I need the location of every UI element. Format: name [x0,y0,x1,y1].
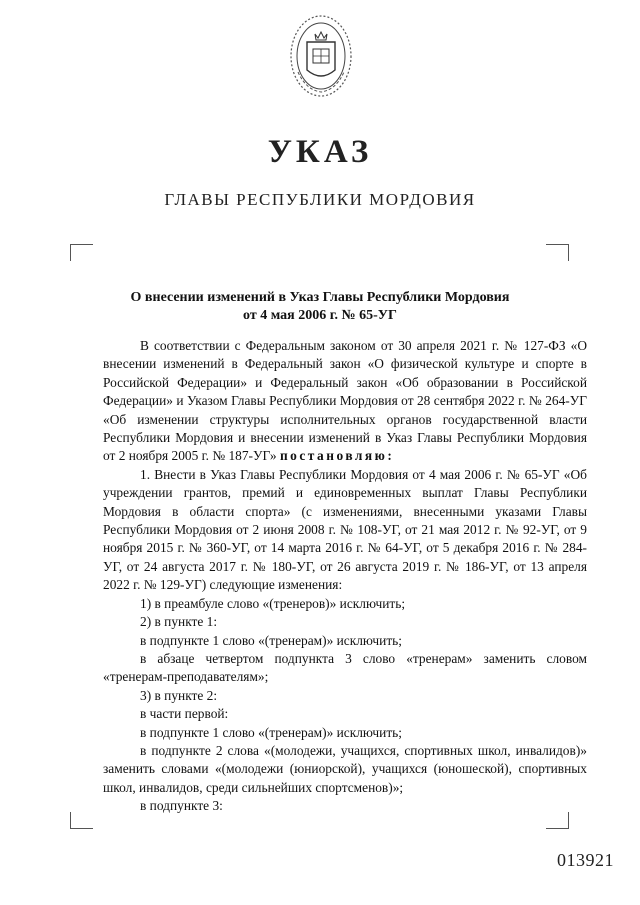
document-serial-number: 013921 [557,850,614,870]
emblem-seal [286,12,356,100]
corner-mark-bottom-left [70,812,93,829]
body-paragraph: 1. Внести в Указ Главы Республики Мордовия от 4 мая 2006 г. № 65-УГ «Об учреждении грантов, премий и единовременных выплат Главы Республики Мордовия в области спорта» (с изменениями, внесенными указами Главы Республики Мордовия от 2 июня 2008 г. № 108-УГ, от 21 мая 2012 г. № 92-УГ, от 9 ноября 2015 г. № 360-УГ, от 14 марта 2016 г. № 64-УГ, от 5 декабря 2016 г. № 284-УГ, от 24 августа 2017 г. № 180-УГ, от 26 августа 2019 г. № 186-УГ, от 13 апреля 2022 г. № 129-УГ) следующие изменения: [103,466,587,593]
preamble-paragraph [103,337,587,466]
corner-mark-top-right [546,244,569,261]
body-paragraph: в абзаце четвертом подпункта 3 слово «тренерам» заменить словом «тренерам-преподавателям»; [103,650,587,685]
body-paragraph: в подпункте 1 слово «(тренерам)» исключить; [140,724,402,740]
document-type-title: УКАЗ [267,134,373,170]
body-paragraph: в подпункте 2 слова «(молодежи, учащихся, спортивных школ, инвалидов)» заменить словами «(молодежи (юниорской), учащихся (юношеской), спортивных школ, инвалидов, среди сильнейших спортсменов)»; [103,742,587,795]
corner-mark-top-left [70,244,93,261]
body-paragraph: в подпункте 1 слово «(тренерам)» исключить; [140,632,402,648]
issuer-subtitle: ГЛАВЫ РЕСПУБЛИКИ МОРДОВИЯ [164,190,476,209]
heading-line-2: от 4 мая 2006 г. № 65-УГ [243,308,397,323]
decree-word: постановляю: [279,448,395,464]
decree-heading [70,289,570,325]
body-paragraph: 1) в преамбуле слово «(тренеров)» исключить; [140,595,406,611]
body-paragraph: в подпункте 3: [140,798,223,814]
heading-line-1: О внесении изменений в Указ Главы Республики Мордовия [130,290,510,305]
decree-body [103,337,587,816]
body-paragraph: 2) в пункте 1: [140,614,218,630]
preamble-text: В соответствии с Федеральным законом от 30 апреля 2021 г. № 127-ФЗ «О внесении изменений в Федеральный закон «О физической культуре и спорте в Российской Федерации» и Федеральный закон «Об образовании в Российской Федерации» и Указом Главы Республики Мордовия от 28 сентября 2022 г. № 264-УГ «Об изменении структуры исполнительных органов государственной власти Республики Мордовия и внесении изменений в Указ Главы Республики Мордовия от 2 ноября 2005 г. № 187-УГ» [103,338,587,464]
body-paragraph: 3) в пункте 2: [140,687,218,703]
body-paragraph: в части первой: [140,706,229,722]
